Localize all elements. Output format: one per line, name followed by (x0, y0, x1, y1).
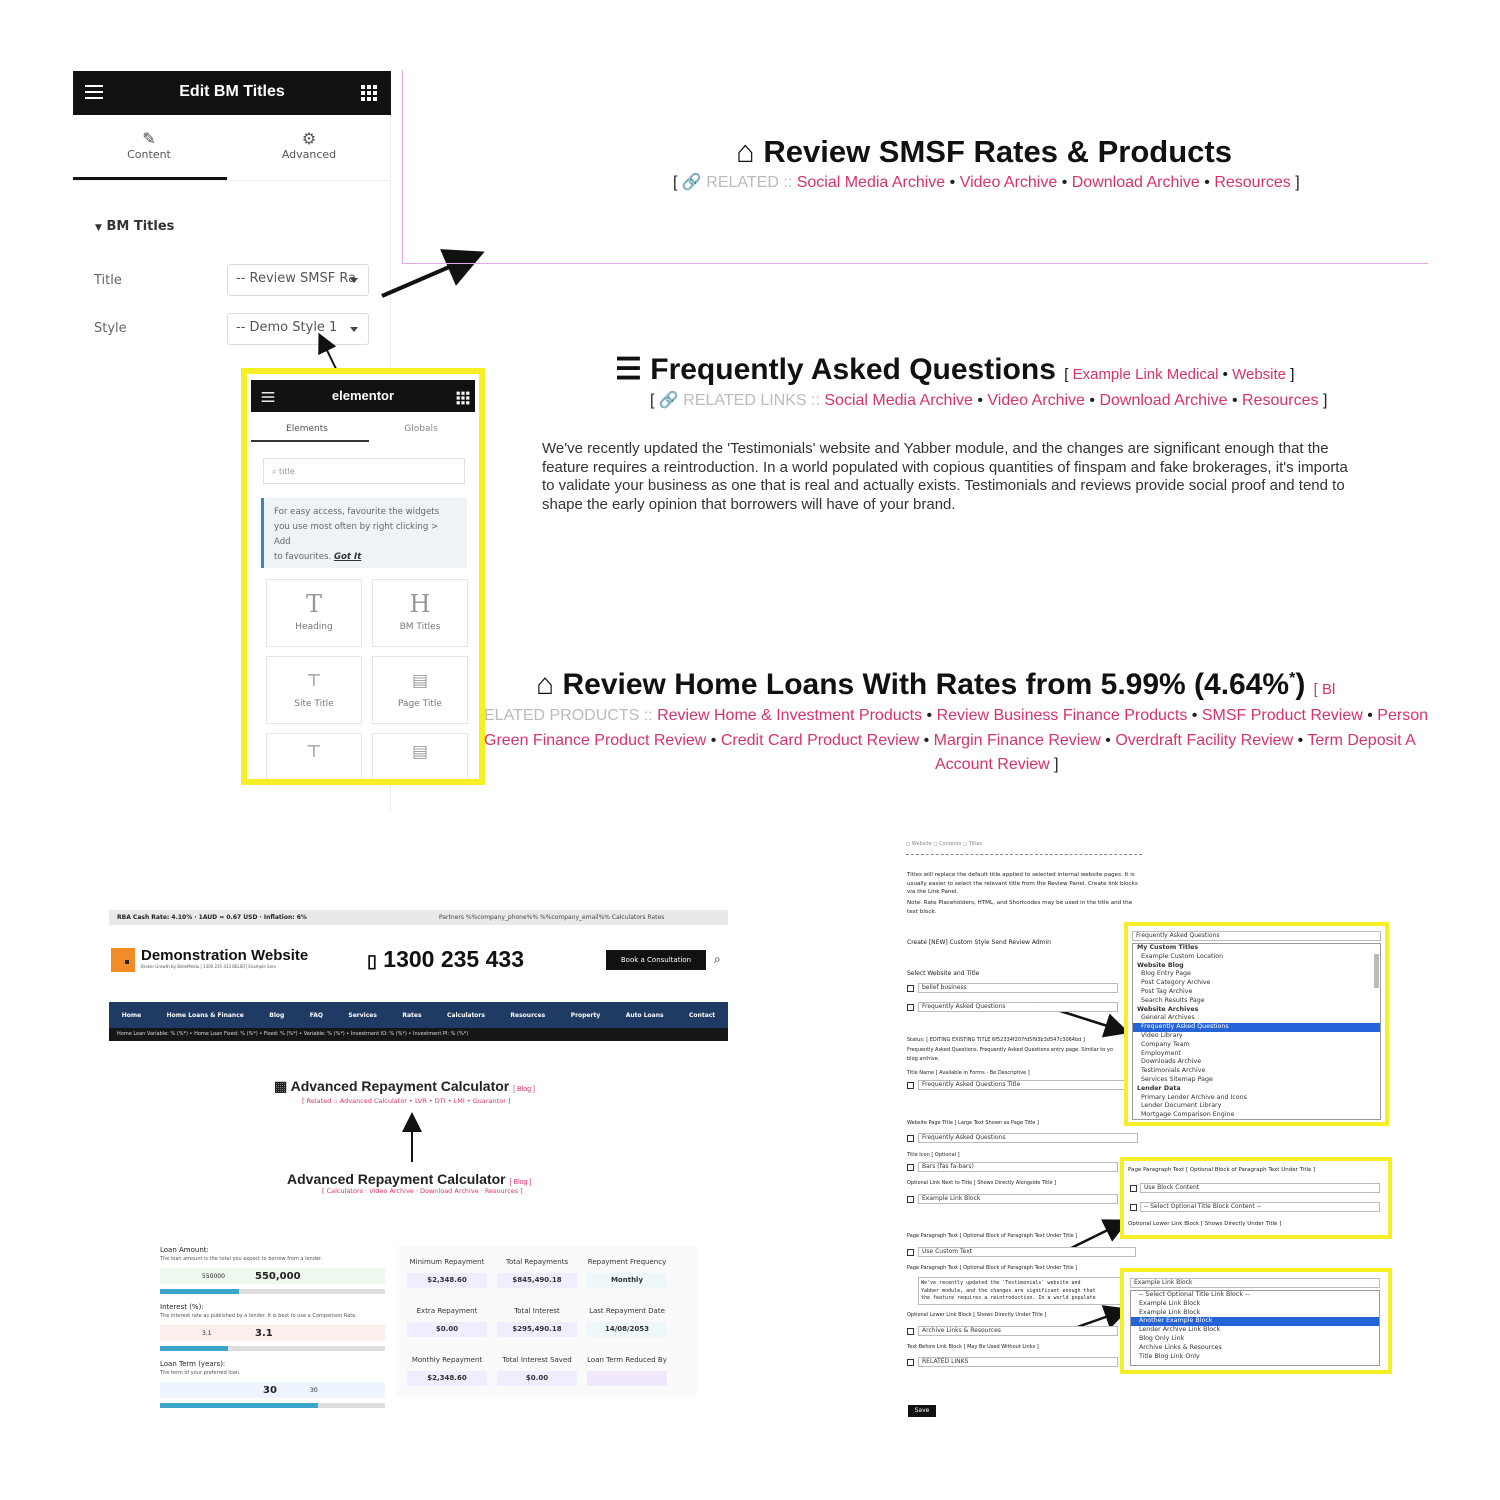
textarea-line: Yabber module, and the changes are significant enough that (921, 1287, 1096, 1294)
result-label: Last Repayment Date (589, 1307, 665, 1315)
site-tagline: Broker Growth by BelieMedia | 1300 235 433 BELIEF| Example Serv (141, 964, 277, 969)
nav-item[interactable]: Blog (269, 1011, 285, 1019)
widget-page-title[interactable] (372, 656, 468, 724)
status-desc: Frequently Asked Questions. Frequently Asked Questions entry page. Similar to yo (907, 1047, 1113, 1053)
widget-icon: ▤ (411, 742, 429, 762)
link-video-archive[interactable]: Video Archive (987, 392, 1085, 409)
pencil-icon: ✎ (142, 129, 156, 148)
phone-row (367, 946, 524, 973)
paragraph-line: shape the early opinion that borrowers will have of your brand. (542, 495, 956, 513)
widget-label: Page Title (398, 699, 442, 709)
panel-title: Edit BM Titles (179, 83, 285, 100)
dropdown-option[interactable]: Website Archives (1137, 1005, 1199, 1013)
nav-item[interactable]: Calculators (447, 1011, 485, 1019)
dropdown-option[interactable]: Lender Document Library (1141, 1102, 1222, 1110)
note-line: Note. Rate Placeholders, HTML, and Shortcodes may be used in the title and the (907, 900, 1133, 906)
intro-line: via the Link Panel. (907, 889, 959, 895)
create-options[interactable]: Create [NEW] Custom Style Send Review Admin (907, 939, 1051, 946)
dropdown-option[interactable]: Services Sitemap Page (1141, 1075, 1213, 1083)
result-label: Total Interest (514, 1307, 560, 1315)
widget-partial[interactable] (266, 733, 362, 785)
homeloans-links-row2: Green Finance Product Review • Credit Card Product Review • Margin Finance Review • Overdraft Facility Review • Term Deposit A (484, 732, 1416, 749)
link-block-list (1130, 1290, 1380, 1366)
tab-elements[interactable]: Elements (286, 424, 328, 434)
link-example-medical[interactable]: Example Link Medical (1072, 366, 1219, 383)
tab-content-label: Content (127, 148, 171, 161)
result-label: Extra Repayment (416, 1307, 478, 1315)
checkbox[interactable] (907, 1328, 914, 1335)
tab-globals[interactable]: Globals (404, 424, 438, 434)
result-value: Monthly (587, 1273, 667, 1288)
dropdown-option[interactable]: Mortgage Comparison Engine (1141, 1111, 1235, 1119)
homeloans-links-row3 (935, 756, 1059, 774)
result-value: 14/08/2053 (587, 1322, 667, 1337)
active-tab-indicator (251, 440, 369, 442)
homeloans-block (484, 668, 1430, 780)
link-personal[interactable]: Person (1377, 707, 1428, 724)
dropdown-option[interactable]: -- Select Optional Title Link Block -- (1139, 1291, 1250, 1298)
bracket: [ (1064, 366, 1069, 383)
callout-label: Page Paragraph Text [ Optional Block of Paragraph Text Under Title ] (1128, 1167, 1316, 1173)
result-label: Total Interest Saved (502, 1356, 572, 1364)
widget-label: BM Titles (399, 622, 441, 632)
dropdown-option[interactable]: Example Link Block (1139, 1299, 1201, 1307)
paragraph-select[interactable]: Use Custom Text (918, 1247, 1136, 1257)
result-value (587, 1371, 667, 1386)
elementor-panel (241, 368, 485, 785)
calc-title: Advanced Repayment Calculator (287, 1171, 506, 1187)
calculator-icon: ▦ (274, 1078, 288, 1094)
dropdown-option[interactable]: Downloads Archive (1141, 1058, 1202, 1066)
search-icon: ⌕ (272, 467, 277, 476)
textarea-line: We've recently updated the 'Testimonials' website and (921, 1280, 1081, 1286)
bracket: ] (1295, 174, 1300, 191)
dropdown-option[interactable]: Search Results Page (1141, 996, 1205, 1004)
slider-fill (160, 1289, 239, 1294)
nav-item[interactable]: Auto Loans (625, 1011, 664, 1019)
rates-topbar: RBA Cash Rate: 4.10% · 1AUD = 0.67 USD · Inflation: 6% (117, 914, 307, 921)
home-icon: ⌂ (736, 134, 755, 169)
faq-title: Frequently Asked Questions (650, 353, 1056, 386)
favourites-notice (261, 498, 467, 568)
result-value: $845,490.18 (497, 1273, 577, 1288)
form-intro (907, 871, 1138, 897)
link-term-deposit[interactable]: Term Deposit A (1307, 732, 1416, 749)
bracket: ] (1322, 392, 1328, 409)
link-credit-card[interactable]: Credit Card Product Review (720, 732, 920, 749)
dropdown-option[interactable]: Testimonials Archive (1141, 1067, 1206, 1075)
site-name[interactable]: Demonstration Website (141, 947, 309, 964)
paragraph-callout (1120, 1157, 1392, 1239)
dropdown-option[interactable]: Blog Entry Page (1141, 970, 1191, 978)
link-business-finance[interactable]: Review Business Finance Products (936, 707, 1188, 724)
checkbox[interactable] (907, 1249, 914, 1256)
intro-line: Titles will replace the default title applied to selected internal website pages. It is (907, 872, 1135, 878)
separator: :: (783, 174, 793, 191)
paragraph-line: to validate your business as one that is real and actually exists. Testimonials and reviews provide social proof and tend to (542, 477, 1345, 494)
notice-line: you use most often by right clicking > Add (274, 522, 439, 547)
title-label: Title (94, 273, 122, 288)
link-social-media-archive[interactable]: Social Media Archive (796, 174, 946, 191)
checkbox[interactable] (907, 985, 914, 992)
dropdown-option[interactable]: My Custom Titles (1137, 944, 1199, 951)
input-help: The loan amount is the total you expect to borrow from a lender. (160, 1256, 323, 1262)
paragraph-label-2: Page Paragraph Text [ Optional Block of Paragraph Text Under Title ] (907, 1265, 1078, 1271)
link-smsf-review[interactable]: SMSF Product Review (1201, 707, 1363, 724)
input-help: The term of your preferred loan. (160, 1370, 241, 1376)
widget-heading[interactable] (266, 579, 362, 647)
result-value: $0.00 (497, 1371, 577, 1386)
result-label: Minimum Repayment (409, 1258, 485, 1266)
result-label: Repayment Frequency (587, 1258, 667, 1266)
faq-related-links: [ 🔗 RELATED LINKS :: Social Media Archive • Video Archive • Download Archive • Resources ] (650, 392, 1328, 409)
form-note (907, 899, 1132, 916)
dropdown-option[interactable]: Primary Lender Archive and Icons (1141, 1093, 1247, 1101)
bracket: ] (1290, 366, 1295, 383)
nav-item[interactable]: Home Loans & Finance (166, 1011, 244, 1019)
widget-partial[interactable] (372, 733, 468, 785)
elementor-logo: elementor (331, 388, 395, 403)
elementor-header (251, 380, 475, 412)
input-small-value: 30 (310, 1387, 318, 1394)
link-resources[interactable]: Resources (1214, 174, 1291, 191)
checkbox[interactable] (907, 1164, 914, 1171)
link-green-finance[interactable]: Green Finance Product Review (484, 732, 707, 749)
bars-icon: ☰ (615, 353, 642, 386)
home-icon: ⌂ (536, 668, 555, 701)
related-label: RELATED LINKS (683, 392, 807, 409)
got-it-link[interactable]: Got It (333, 552, 362, 562)
dropdown-option[interactable]: Example Link Block (1139, 1308, 1201, 1316)
dropdown-option[interactable]: Lender Archive Link Block (1139, 1326, 1221, 1334)
dropdown-option[interactable]: Post Tag Archive (1141, 987, 1193, 995)
widget-bm-titles[interactable] (372, 579, 468, 647)
calc-tag[interactable]: [ Blog ] (509, 1179, 532, 1186)
homeloans-links-row1: ELATED PRODUCTS :: Review Home & Investment Products • Review Business Finance Products • SMSF Product Review • Person (484, 707, 1428, 724)
result-value: $295,490.18 (497, 1322, 577, 1337)
page-title-label: Website Page Title [ Large Text Shown as Page Title ] (907, 1120, 1039, 1126)
calc-inputs (160, 1246, 400, 1408)
input-value[interactable]: 30 (263, 1385, 277, 1396)
paragraph-line: We've recently updated the 'Testimonials' website and Yabber module, and the changes are significant enough that the (542, 440, 1329, 457)
dropdown-option[interactable]: Lender Data (1137, 1084, 1181, 1092)
link-social-media-archive[interactable]: Social Media Archive (824, 392, 973, 409)
calc-related-2[interactable]: [ Calculators · Video Archive · Download Archive · Resources ] (322, 1187, 523, 1195)
rate-ticker: Home Loan Variable: % (%*) • Home Loan Fixed: % (%*) • Fixed: % (%*) • Variable: % (%*) • Investment IO: % (%*) • Investment PI: % (%*) (117, 1031, 469, 1037)
page-title-input[interactable]: Frequently Asked Questions (918, 1133, 1138, 1143)
link-home-investment[interactable]: Review Home & Investment Products (657, 707, 923, 724)
dropdown-option[interactable]: Post Category Archive (1141, 979, 1211, 987)
nav-item[interactable]: Home (121, 1011, 142, 1019)
dropdown-option[interactable]: Frequently Asked Questions (1133, 1023, 1380, 1032)
input-label: Loan Amount: (160, 1246, 209, 1254)
link-icon: 🔗 (681, 174, 702, 191)
faq-paragraph (542, 440, 1430, 514)
link-side[interactable]: [ Bl (1313, 681, 1336, 698)
nav-item[interactable]: Property (570, 1011, 601, 1019)
link-block-value[interactable]: Example Link Block (1130, 1278, 1380, 1288)
form-tabs: ◻ Website ◻ Contents ◻ Titles (906, 841, 983, 847)
related-label: ELATED PRODUCTS (484, 707, 640, 724)
input-small-value: 550000 (202, 1273, 225, 1280)
section-label: BM Titles (106, 219, 175, 234)
notice-line: to favourites. (274, 552, 332, 562)
separator: :: (643, 707, 653, 724)
title-select[interactable]: Frequently Asked Questions (918, 1002, 1118, 1012)
intro-line: usually easier to select the relevant title from the Review Panel. Create link blocks (907, 880, 1138, 887)
homeloans-title: Review Home Loans With Rates from 5.99% (4.64% (562, 668, 1290, 701)
checkbox[interactable] (907, 1359, 914, 1366)
bracket: [ (650, 392, 655, 409)
calc-title-row-2 (287, 1171, 531, 1187)
input-help: The interest rate as published by a lender. It is best to use a Comparison Rate. (160, 1313, 357, 1319)
widget-site-title[interactable] (266, 656, 362, 724)
dropdown-option[interactable]: Company Team (1141, 1040, 1190, 1048)
related-label: RELATED (706, 174, 779, 191)
dropdown-option[interactable]: Another Example Block (1131, 1317, 1379, 1326)
result-label: Total Repayments (505, 1258, 569, 1266)
title-name-label: Title Name [ Available in Forms - Be Descriptive ] (907, 1070, 1030, 1076)
separator: :: (811, 392, 820, 409)
result-label: Loan Term Reduced By (587, 1356, 667, 1364)
checkbox[interactable] (1130, 1185, 1137, 1192)
heading-icon: T (305, 590, 322, 618)
site-phone[interactable]: 1300 235 433 (383, 946, 524, 972)
gear-icon: ⚙ (301, 129, 317, 148)
dropdown-option[interactable]: Archive Links & Resources (1139, 1343, 1222, 1351)
bm-titles-icon: H (409, 590, 431, 618)
search-icon[interactable]: ⌕ (714, 952, 721, 966)
style-select[interactable]: -- Demo Style 1 (227, 313, 369, 345)
checkbox[interactable] (907, 1196, 914, 1203)
smsf-title: Review SMSF Rates & Products (763, 134, 1232, 169)
title-name-input[interactable]: Frequently Asked Questions Title (918, 1080, 1128, 1090)
paren: ) (1295, 668, 1306, 701)
asterisk: * (1289, 670, 1296, 687)
dropdown-option[interactable]: General Archives (1141, 1014, 1195, 1022)
checkbox[interactable] (1130, 1204, 1137, 1211)
slider-fill (160, 1346, 228, 1351)
checkbox[interactable] (907, 1135, 914, 1142)
calc-tag[interactable]: [ Blog ] (513, 1086, 535, 1093)
tab-advanced-label: Advanced (281, 148, 337, 161)
calc-title-row (274, 1078, 535, 1095)
input-value[interactable]: 3.1 (255, 1328, 273, 1339)
dropdown-option[interactable]: Website Blog (1137, 961, 1184, 969)
scrollbar-thumb[interactable] (1374, 954, 1379, 988)
save-button[interactable]: Save (908, 1405, 936, 1417)
page-title-icon: ▤ (411, 671, 429, 691)
website-screenshot (109, 910, 728, 1042)
callout-label-2: Optional Lower Link Block [ Shows Directly Under Title ] (1128, 1221, 1282, 1227)
paragraph-textarea[interactable] (918, 1277, 1128, 1305)
paragraph-line: feature requires a reintroduction. In a world populated with copious quantities of finspam and fake brokerages, it's importa (542, 458, 1348, 476)
slider-fill (160, 1403, 318, 1408)
link-block-callout (1120, 1268, 1392, 1374)
result-value: $0.00 (407, 1322, 487, 1337)
calc-results (397, 1246, 697, 1396)
status-desc-2: blog archive. (907, 1056, 940, 1062)
nav-item[interactable]: Contact (689, 1011, 716, 1019)
link-video-archive[interactable]: Video Archive (959, 174, 1058, 191)
icon-label: Title Icon [ Optional ] (907, 1152, 960, 1158)
link-download-archive[interactable]: Download Archive (1099, 392, 1228, 409)
widget-label: Site Title (294, 699, 334, 709)
input-value[interactable]: 550,000 (255, 1271, 301, 1282)
result-label: Monthly Repayment (411, 1356, 483, 1364)
bracket: [ (673, 174, 678, 191)
checkbox[interactable] (907, 1082, 914, 1089)
input-label: Interest (%): (160, 1303, 204, 1311)
link-resources[interactable]: Resources (1242, 392, 1319, 409)
notice-line: For easy access, favourite the widgets (274, 507, 440, 517)
link-margin-finance[interactable]: Margin Finance Review (933, 732, 1101, 749)
note-line: text block. (907, 908, 937, 915)
nav-item[interactable]: Services (348, 1011, 377, 1019)
status-line: Status: [ EDITING EXISTING TITLE 6f52334f207fd5f93b3d547c3064bd ] (907, 1037, 1085, 1043)
homeloans-title-row (536, 668, 1335, 702)
book-consultation-button[interactable]: Book a Consultation (606, 950, 706, 970)
site-title-icon: ⊤ (306, 671, 322, 691)
calc-title: Advanced Repayment Calculator (290, 1078, 510, 1094)
dropdown-option[interactable]: Example Custom Location (1141, 952, 1224, 960)
smsf-title-row (736, 134, 1232, 170)
lower-link-label: Optional Lower Link Block [ Shows Directly Under Title ] (907, 1312, 1047, 1318)
title-select[interactable]: -- Review SMSF Ra (227, 264, 369, 296)
link-icon: 🔗 (658, 392, 679, 409)
select-website-label: Select Website and Title (907, 970, 980, 977)
faq-title-row: ☰ Frequently Asked Questions [ Example Link Medical • Website ] (615, 353, 1295, 386)
phone-icon: ▯ (367, 951, 377, 971)
link-account-review[interactable]: Account Review (935, 756, 1050, 773)
caret-down-icon: ▼ (95, 223, 102, 233)
bracket: ] (1054, 756, 1059, 773)
link-next-label: Optional Link Next to Title [ Shows Directly Alongside Title ] (907, 1180, 1057, 1186)
block-content-select[interactable]: Use Block Content (1140, 1183, 1380, 1193)
icon-input[interactable]: Bars (fas fa-bars) (918, 1162, 1118, 1172)
site-logo (111, 948, 135, 972)
checkbox[interactable] (907, 1004, 914, 1011)
search-value: title (279, 467, 295, 476)
text-before-input[interactable]: RELATED LINKS (918, 1357, 1118, 1367)
paragraph-label: Page Paragraph Text [ Optional Block of Paragraph Text Under Title ] (907, 1233, 1078, 1239)
dropdown-option[interactable]: Title Blog Link Only (1139, 1352, 1200, 1360)
nav-items (109, 1002, 728, 1028)
calc-related[interactable]: [ Related :: Advanced Calculator • LVR • DTI • LMI • Guarantor ] (302, 1097, 511, 1105)
result-value: $2,348.60 (407, 1371, 487, 1386)
link-next-select[interactable]: Example Link Block (918, 1194, 1118, 1204)
text-before-label: Text Before Link Block [ May Be Used Without Links ] (907, 1344, 1039, 1350)
nav-item[interactable]: Resources (510, 1011, 546, 1019)
smsf-related-links: [ 🔗 RELATED :: Social Media Archive • Video Archive • Download Archive • Resources ] (673, 174, 1300, 191)
dropdown-option[interactable]: Employment (1141, 1049, 1181, 1057)
style-label: Style (94, 321, 127, 336)
dropdown-option[interactable]: Blog Only Link (1139, 1334, 1185, 1342)
topbar-links[interactable]: Partners %%company_phone%% %%company_email%% Calculators Rates (439, 914, 665, 921)
widget-icon: ⊤ (306, 742, 322, 762)
link-website[interactable]: Website (1232, 366, 1287, 383)
input-label: Loan Term (years): (160, 1360, 226, 1368)
link-overdraft[interactable]: Overdraft Facility Review (1115, 732, 1294, 749)
title-block-select[interactable]: -- Select Optional Title Block Content -- (1140, 1202, 1380, 1212)
title-dropdown-callout (1124, 922, 1389, 1126)
nav-item[interactable]: Rates (402, 1011, 422, 1019)
website-select[interactable]: belief business (918, 983, 1118, 993)
widget-label: Heading (295, 622, 333, 632)
input-small-value: 3.1 (202, 1330, 212, 1337)
title-dropdown-value[interactable]: Frequently Asked Questions (1132, 931, 1381, 941)
result-value: $2,348.60 (407, 1273, 487, 1288)
textarea-line: the feature requires a reintroduction. In a world populate (921, 1295, 1096, 1301)
nav-item[interactable]: FAQ (309, 1011, 323, 1019)
lower-link-select[interactable]: Archive Links & Resources (918, 1326, 1118, 1336)
apps-grid-icon[interactable] (457, 392, 470, 405)
dropdown-option[interactable]: Video Library (1141, 1031, 1183, 1039)
title-dropdown-list (1132, 943, 1381, 1120)
widget-search-input[interactable] (263, 458, 465, 484)
link-download-archive[interactable]: Download Archive (1071, 174, 1200, 191)
